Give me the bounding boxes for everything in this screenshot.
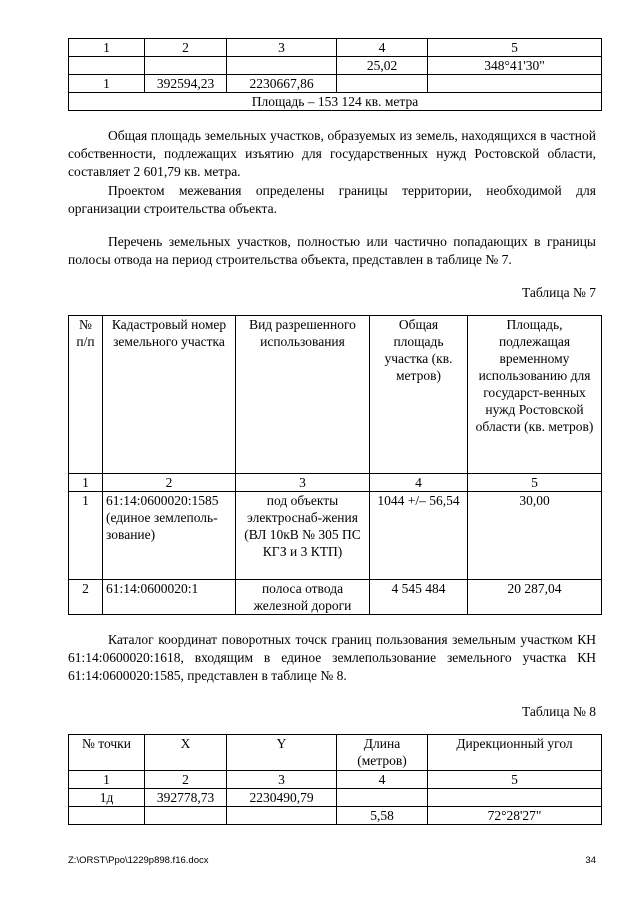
area-total-cell: Площадь – 153 124 кв. метра xyxy=(69,93,602,111)
cell: 3 xyxy=(236,474,370,492)
paragraph-total-area: Общая площадь земельных участков, образуемых из земель, находящихся в частной собственности, подлежащих изъятию для государственных нужд Ростовской области, составляет 2 601,79 кв. метра. xyxy=(68,128,596,179)
caption-table-7: Таблица № 7 xyxy=(522,285,596,300)
table-row xyxy=(69,57,602,75)
cell: 3 xyxy=(227,771,337,789)
cell: 1 xyxy=(69,474,103,492)
cell xyxy=(69,57,145,75)
cell: 1 xyxy=(69,492,103,580)
cell: 5 xyxy=(428,39,602,57)
paragraph-list-intro: Перечень земельных участков, полностью или частично попадающих в границы полосы отвода на период строительства объекта, представлен в таблице № 7. xyxy=(68,234,596,267)
table-header-row xyxy=(69,735,602,771)
cell: 5,58 xyxy=(337,807,428,825)
column-header: Дирекционный угол xyxy=(428,735,602,771)
cell: 348°41'30" xyxy=(428,57,602,75)
column-header: Вид разрешенного использования xyxy=(236,316,370,474)
cell: 61:14:0600020:1 xyxy=(103,580,236,615)
cell xyxy=(145,807,227,825)
table-row xyxy=(69,492,602,580)
cell: 2 xyxy=(145,771,227,789)
table-row xyxy=(69,789,602,807)
column-header: № п/п xyxy=(69,316,103,474)
table-row xyxy=(69,580,602,615)
column-header: № точки xyxy=(69,735,145,771)
cell: 1 xyxy=(69,75,145,93)
table-row xyxy=(69,93,602,111)
cell xyxy=(227,807,337,825)
footer-file-path: Z:\ORST\Ppo\1229p898.f16.docx xyxy=(68,855,209,866)
cell: 25,02 xyxy=(337,57,428,75)
column-header: Длина (метров) xyxy=(337,735,428,771)
table-row xyxy=(69,39,602,57)
cell: 2230490,79 xyxy=(227,789,337,807)
cell: 30,00 xyxy=(468,492,602,580)
table-row xyxy=(69,75,602,93)
cell: 392778,73 xyxy=(145,789,227,807)
cell: 72°28'27" xyxy=(428,807,602,825)
paragraph-boundaries: Проектом межевания определены границы территории, необходимой для организации строительства объекта. xyxy=(68,183,596,216)
table-top xyxy=(68,38,602,111)
cell xyxy=(337,75,428,93)
column-header: Y xyxy=(227,735,337,771)
cell: 5 xyxy=(468,474,602,492)
cell: 4 xyxy=(370,474,468,492)
cell: 4 xyxy=(337,771,428,789)
table-8 xyxy=(68,734,602,825)
cell: 3 xyxy=(227,39,337,57)
cell: 20 287,04 xyxy=(468,580,602,615)
cell: 4 545 484 xyxy=(370,580,468,615)
cell: 1д xyxy=(69,789,145,807)
cell: 2 xyxy=(103,474,236,492)
cell xyxy=(337,789,428,807)
footer-page-number: 34 xyxy=(585,855,596,866)
cell: 4 xyxy=(337,39,428,57)
column-header: Кадастровый номер земельного участка xyxy=(103,316,236,474)
cell: 5 xyxy=(428,771,602,789)
table-7 xyxy=(68,315,602,615)
cell xyxy=(428,75,602,93)
cell: 2 xyxy=(69,580,103,615)
cell: 2230667,86 xyxy=(227,75,337,93)
table-row xyxy=(69,807,602,825)
cell xyxy=(227,57,337,75)
cell: 1044 +/– 56,54 xyxy=(370,492,468,580)
cell: 1 xyxy=(69,39,145,57)
cell xyxy=(145,57,227,75)
cell xyxy=(69,807,145,825)
column-header: Общая площадь участка (кв. метров) xyxy=(370,316,468,474)
cell: полоса отвода железной дороги xyxy=(236,580,370,615)
table-row xyxy=(69,771,602,789)
cell xyxy=(428,789,602,807)
column-header: X xyxy=(145,735,227,771)
cell: 1 xyxy=(69,771,145,789)
cell: 61:14:0600020:1585 (единое землеполь-зование) xyxy=(103,492,236,580)
table-header-row xyxy=(69,316,602,474)
column-header: Площадь, подлежащая временному использованию для государст-венных нужд Ростовской области (кв. метров) xyxy=(468,316,602,474)
caption-table-8: Таблица № 8 xyxy=(522,704,596,719)
paragraph-catalog-intro: Каталог координат поворотных точск границ пользования земельным участком КН 61:14:0600020:1618, входящим в единое землепользование земельного участка КН 61:14:0600020:1585, представлен в таблице № 8. xyxy=(68,632,596,683)
cell: 2 xyxy=(145,39,227,57)
cell: 392594,23 xyxy=(145,75,227,93)
table-row xyxy=(69,474,602,492)
cell: под объекты электроснаб-жения (ВЛ 10кВ № 305 ПС КГЗ и 3 КТП) xyxy=(236,492,370,580)
